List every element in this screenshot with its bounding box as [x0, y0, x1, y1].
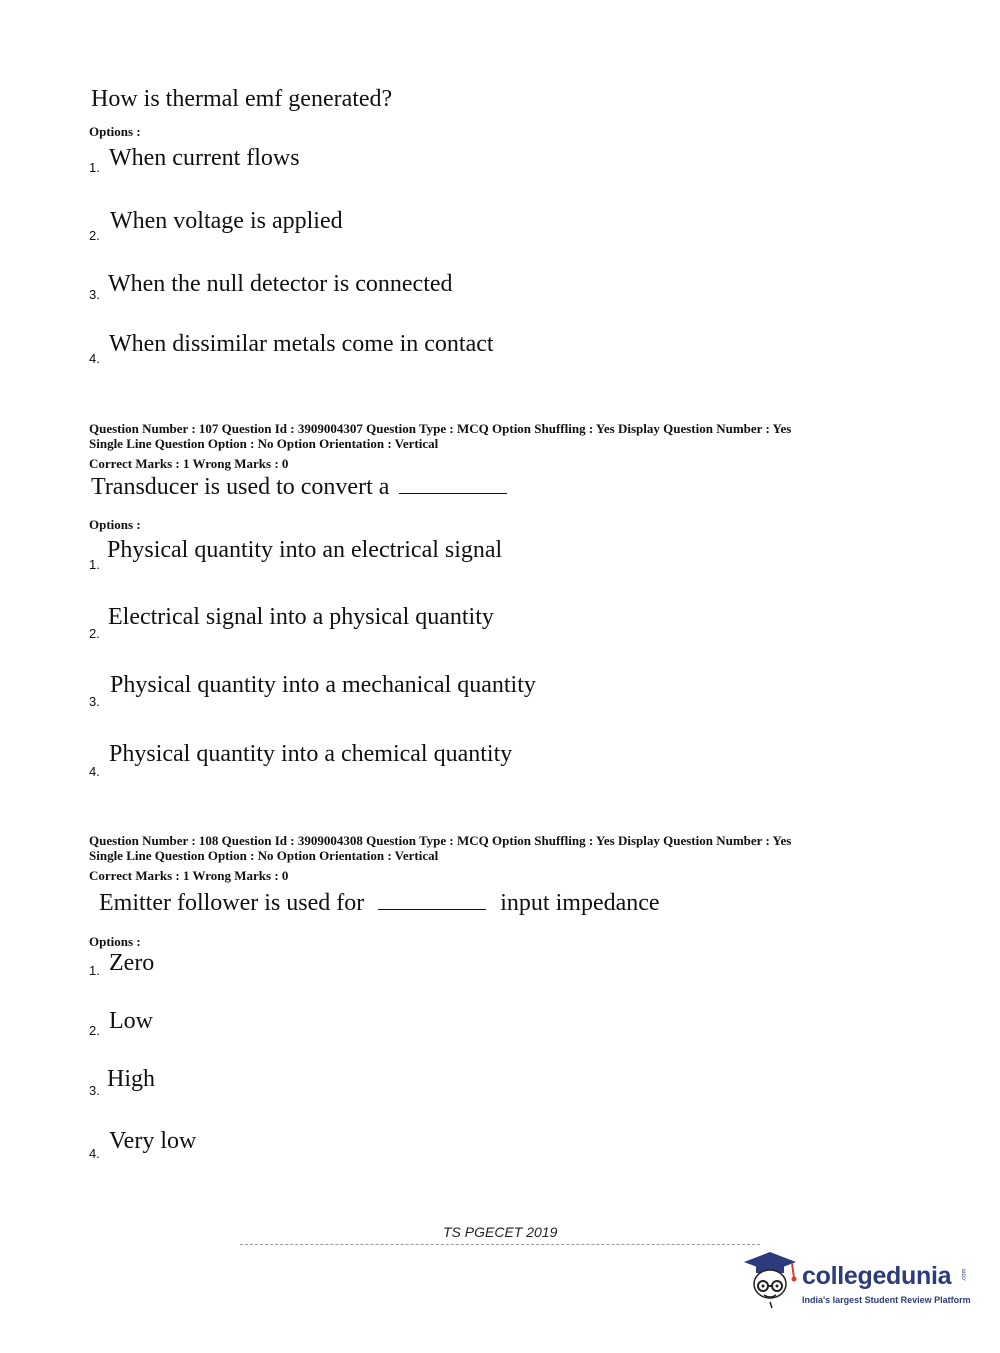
q108-options-label: Options : [89, 934, 141, 949]
q108-text-before: Emitter follower is used for [99, 890, 365, 916]
q107-option-1-text: Physical quantity into an electrical signal [107, 537, 503, 563]
q107-meta-line1: Question Number : 107 Question Id : 3909004307 Question Type : MCQ Option Shuffling : Yes Display Question Number : Yes [89, 421, 792, 436]
q107-option-3-num: 3. [89, 694, 100, 709]
q106-option-4-num: 4. [89, 351, 100, 366]
q108-meta-line1: Question Number : 108 Question Id : 3909004308 Question Type : MCQ Option Shuffling : Yes Display Question Number : Yes [89, 833, 792, 848]
q108-option-1-num: 1. [89, 963, 100, 978]
q107-meta-line2: Single Line Question Option : No Option Orientation : Vertical [89, 436, 439, 451]
q108-option-2-num: 2. [89, 1023, 100, 1038]
q106-option-2-text: When voltage is applied [110, 208, 343, 234]
q107-option-4-num: 4. [89, 764, 100, 779]
q106-option-4-text: When dissimilar metals come in contact [109, 331, 494, 357]
q107-text: Transducer is used to convert a [91, 474, 390, 500]
brand-tagline: India's largest Student Review Platform [802, 1295, 971, 1305]
q108-meta-line2: Single Line Question Option : No Option Orientation : Vertical [89, 848, 439, 863]
q106-option-2-num: 2. [89, 228, 100, 243]
q106-options-label: Options : [89, 124, 141, 139]
graduate-mascot-icon [740, 1248, 800, 1312]
q108-option-4-text: Very low [109, 1128, 197, 1154]
q108-marks: Correct Marks : 1 Wrong Marks : 0 [89, 868, 289, 883]
q107-blank [399, 493, 507, 494]
brand-suffix: .com [961, 1268, 968, 1282]
q108-option-1-text: Zero [109, 950, 155, 976]
brand-name: collegedunia [802, 1262, 952, 1290]
q106-text: How is thermal emf generated? [91, 86, 393, 112]
q108-option-2-text: Low [109, 1008, 153, 1034]
q107-option-3-text: Physical quantity into a mechanical quantity [110, 672, 536, 698]
q106-option-3-num: 3. [89, 287, 100, 302]
footer-exam-title: TS PGECET 2019 [443, 1224, 558, 1240]
footer-divider [240, 1244, 760, 1245]
q106-option-3-text: When the null detector is connected [108, 271, 453, 297]
q108-option-3-text: High [107, 1066, 155, 1092]
q107-options-label: Options : [89, 517, 141, 532]
q107-option-4-text: Physical quantity into a chemical quantity [109, 741, 513, 767]
q107-question [91, 474, 507, 501]
q108-option-3-num: 3. [89, 1083, 100, 1098]
q108-text-after: input impedance [500, 890, 660, 916]
q108-blank [378, 909, 486, 910]
q106-option-1-text: When current flows [109, 145, 300, 171]
q107-option-2-text: Electrical signal into a physical quantity [108, 604, 494, 630]
q108-option-4-num: 4. [89, 1146, 100, 1161]
collegedunia-logo [740, 1248, 970, 1312]
q107-marks: Correct Marks : 1 Wrong Marks : 0 [89, 456, 289, 471]
q107-option-1-num: 1. [89, 557, 100, 572]
q108-question [99, 890, 660, 917]
q107-option-2-num: 2. [89, 626, 100, 641]
q106-option-1-num: 1. [89, 160, 100, 175]
